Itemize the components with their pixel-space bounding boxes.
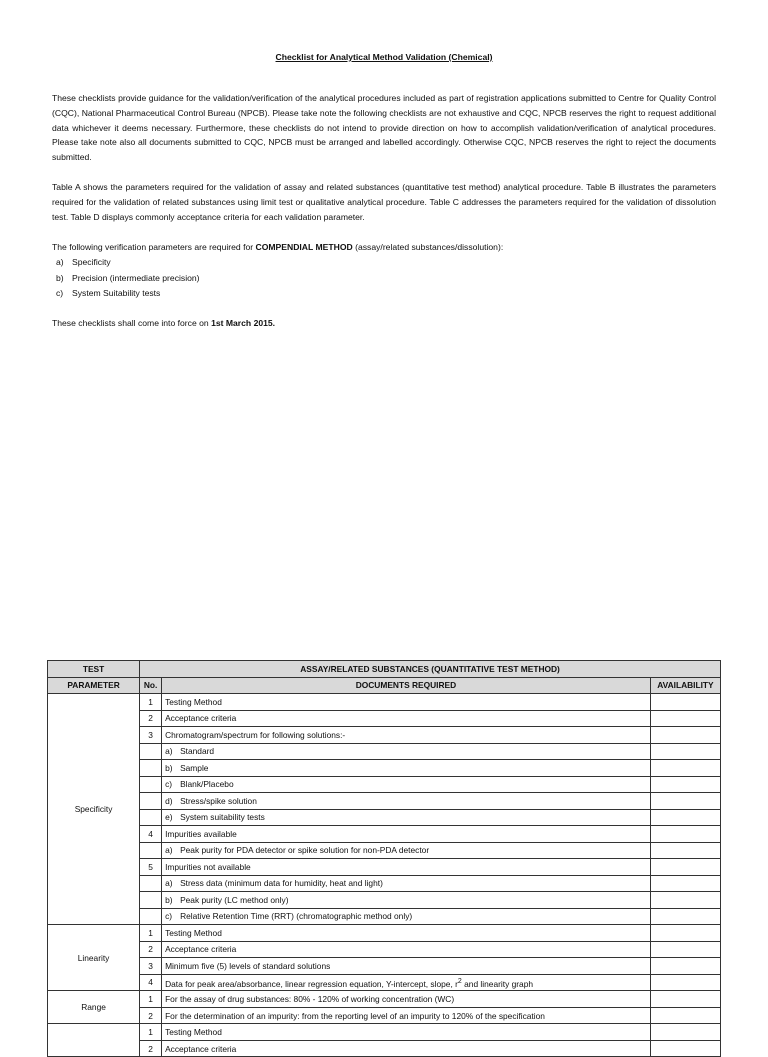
table-row [48,892,721,909]
sub-item-letter: b) [165,894,173,905]
table-row [48,793,721,810]
document-required [162,776,651,793]
sub-item-letter: c) [165,911,173,922]
header-title: ASSAY/RELATED SUBSTANCES (QUANTITATIVE TEST METHOD) [140,661,721,678]
availability-cell[interactable] [650,991,720,1008]
effective-prefix: These checklists shall come into force on [52,318,212,328]
sub-item-text: Sample [180,762,209,773]
row-number: 3 [140,727,162,744]
effective-date: 1st March 2015. [211,318,276,328]
table-row [48,842,721,859]
table-row [48,875,721,892]
list-item [56,286,200,302]
tables-description-paragraph: Table A shows the parameters required for the validation of assay and related substances (quantitative test method) analytical procedure. Table B illustrates the parameters required for the validation of related substances using limit test or qualitative analytical procedure. Table C addresses the parameters required for the validation of dissolution test. Table D displays commonly acceptance criteria for each validation parameter. [52,182,716,222]
table-row [48,710,721,727]
table-row [48,743,721,760]
verification-paragraph [52,240,716,255]
sub-item-letter: b) [165,762,173,773]
verification-list [56,255,200,302]
row-number: 4 [140,974,162,991]
header-test: TEST [48,661,140,678]
header-documents: DOCUMENTS REQUIRED [162,677,651,694]
document-required: Testing Method [162,925,651,942]
availability-cell[interactable] [650,875,720,892]
list-item-text: Specificity [72,257,111,267]
table-row [48,1007,721,1024]
row-number: 1 [140,1024,162,1041]
row-number: 5 [140,859,162,876]
document-required [162,760,651,777]
document-required: Acceptance criteria [162,941,651,958]
verification-prefix: The following verification parameters are required for [52,242,256,252]
sub-item-text: Relative Retention Time (RRT) (chromatographic method only) [180,911,413,922]
parameter-next [48,1024,140,1057]
table-row [48,809,721,826]
document-required: For the determination of an impurity: from the reporting level of an impurity to 120% of the specification [162,1007,651,1024]
sub-item-letter: e) [165,812,173,823]
list-item-letter: c) [56,288,64,299]
availability-cell[interactable] [650,925,720,942]
availability-cell[interactable] [650,760,720,777]
row-number: 2 [140,1007,162,1024]
row-number: 2 [140,1040,162,1057]
header-availability: AVAILABILITY [650,677,720,694]
row-number: 1 [140,991,162,1008]
availability-cell[interactable] [650,776,720,793]
availability-cell[interactable] [650,710,720,727]
document-required [162,892,651,909]
document-required: For the assay of drug substances: 80% - 120% of working concentration (WC) [162,991,651,1008]
availability-cell[interactable] [650,859,720,876]
document-title: Checklist for Analytical Method Validation (Chemical) [275,52,493,62]
row-number: 1 [140,925,162,942]
row-number [140,809,162,826]
availability-cell[interactable] [650,908,720,925]
sub-item-text: Stress data (minimum data for humidity, heat and light) [180,878,383,889]
availability-cell[interactable] [650,727,720,744]
header-parameter: PARAMETER [48,677,140,694]
table-header-row [48,677,721,694]
sub-item-letter: a) [165,845,173,856]
table-row [48,826,721,843]
availability-cell[interactable] [650,842,720,859]
row-number [140,908,162,925]
verification-suffix: (assay/related substances/dissolution): [352,242,504,252]
document-required [162,793,651,810]
table-row [48,991,721,1008]
document-required: Acceptance criteria [162,710,651,727]
table-header-row [48,661,721,678]
document-required [162,743,651,760]
document-required: Testing Method [162,1024,651,1041]
row-number [140,892,162,909]
parameter-range: Range [48,991,140,1024]
effective-date-paragraph [52,316,716,331]
document-required: Impurities not available [162,859,651,876]
document-required [162,842,651,859]
availability-cell[interactable] [650,694,720,711]
header-no: No. [140,677,162,694]
parameter-specificity: Specificity [48,694,140,925]
intro-paragraph: These checklists provide guidance for the validation/verification of the analytical procedures included as part of registration applications submitted to Centre for Quality Control (CQC), National Pharmaceutical Control Bureau (NPCB). Please take note the following checklists are not exhaustive and CQC, NPCB reserves the right to request additional data whichever it deems necessary. Furthermore, these checklists do not intend to provide direction on how to accomplish validation/verification of analytical procedures. Please take note also all documents submitted to CQC, NPCB must be arranged and labelled accordingly. Otherwise CQC, NPCB reserves the right to reject the documents submitted. [52,93,716,163]
list-item [56,271,200,287]
sub-item-letter: d) [165,795,173,806]
linearity-data-text: Data for peak area/absorbance, linear regression equation, Y-intercept, slope, r [165,978,458,989]
table-row [48,727,721,744]
sub-item-letter: c) [165,779,173,790]
availability-cell[interactable] [650,793,720,810]
table-row [48,760,721,777]
table-row [48,908,721,925]
row-number: 1 [140,694,162,711]
availability-cell[interactable] [650,958,720,975]
sub-item-text: Standard [180,746,215,757]
superscript-2: 2 [457,977,462,985]
row-number: 3 [140,958,162,975]
parameter-linearity: Linearity [48,925,140,991]
document-required [162,908,651,925]
document-required: Testing Method [162,694,651,711]
linearity-data-text-end: and linearity graph [461,978,534,989]
row-number [140,793,162,810]
row-number [140,760,162,777]
table-row [48,1024,721,1041]
availability-cell[interactable] [650,809,720,826]
row-number [140,743,162,760]
row-number [140,776,162,793]
table-row [48,859,721,876]
table-row [48,776,721,793]
row-number: 2 [140,710,162,727]
availability-cell[interactable] [650,1024,720,1041]
availability-cell[interactable] [650,743,720,760]
table-row [48,694,721,711]
document-required: Acceptance criteria [162,1040,651,1057]
validation-checklist-table [47,660,721,1057]
row-number [140,875,162,892]
document-required: Impurities available [162,826,651,843]
availability-cell[interactable] [650,1040,720,1057]
sub-item-letter: a) [165,746,173,757]
availability-cell[interactable] [650,892,720,909]
row-number [140,842,162,859]
table-row [48,1040,721,1057]
list-item-letter: b) [56,272,64,283]
list-item-text: System Suitability tests [72,288,161,299]
sub-item-text: Peak purity for PDA detector or spike solution for non-PDA detector [180,845,430,856]
document-required: Minimum five (5) levels of standard solutions [162,958,651,975]
list-item-text: Precision (intermediate precision) [72,272,200,283]
sub-item-text: Stress/spike solution [180,795,257,806]
row-number: 2 [140,941,162,958]
availability-cell[interactable] [650,941,720,958]
sub-item-text: Blank/Placebo [180,779,234,790]
list-item [56,255,200,271]
table-row [48,925,721,942]
document-required: Chromatogram/spectrum for following solutions:- [162,727,651,744]
sub-item-text: System suitability tests [180,812,265,823]
sub-item-text: Peak purity (LC method only) [180,894,289,905]
document-required [162,974,651,991]
document-required [162,809,651,826]
table-row [48,958,721,975]
availability-cell[interactable] [650,1007,720,1024]
availability-cell[interactable] [650,974,720,991]
list-item-letter: a) [56,257,64,267]
availability-cell[interactable] [650,826,720,843]
table-row [48,974,721,991]
document-required [162,875,651,892]
row-number: 4 [140,826,162,843]
verification-method: COMPENDIAL METHOD [255,242,353,252]
sub-item-letter: a) [165,878,173,889]
table-row [48,941,721,958]
